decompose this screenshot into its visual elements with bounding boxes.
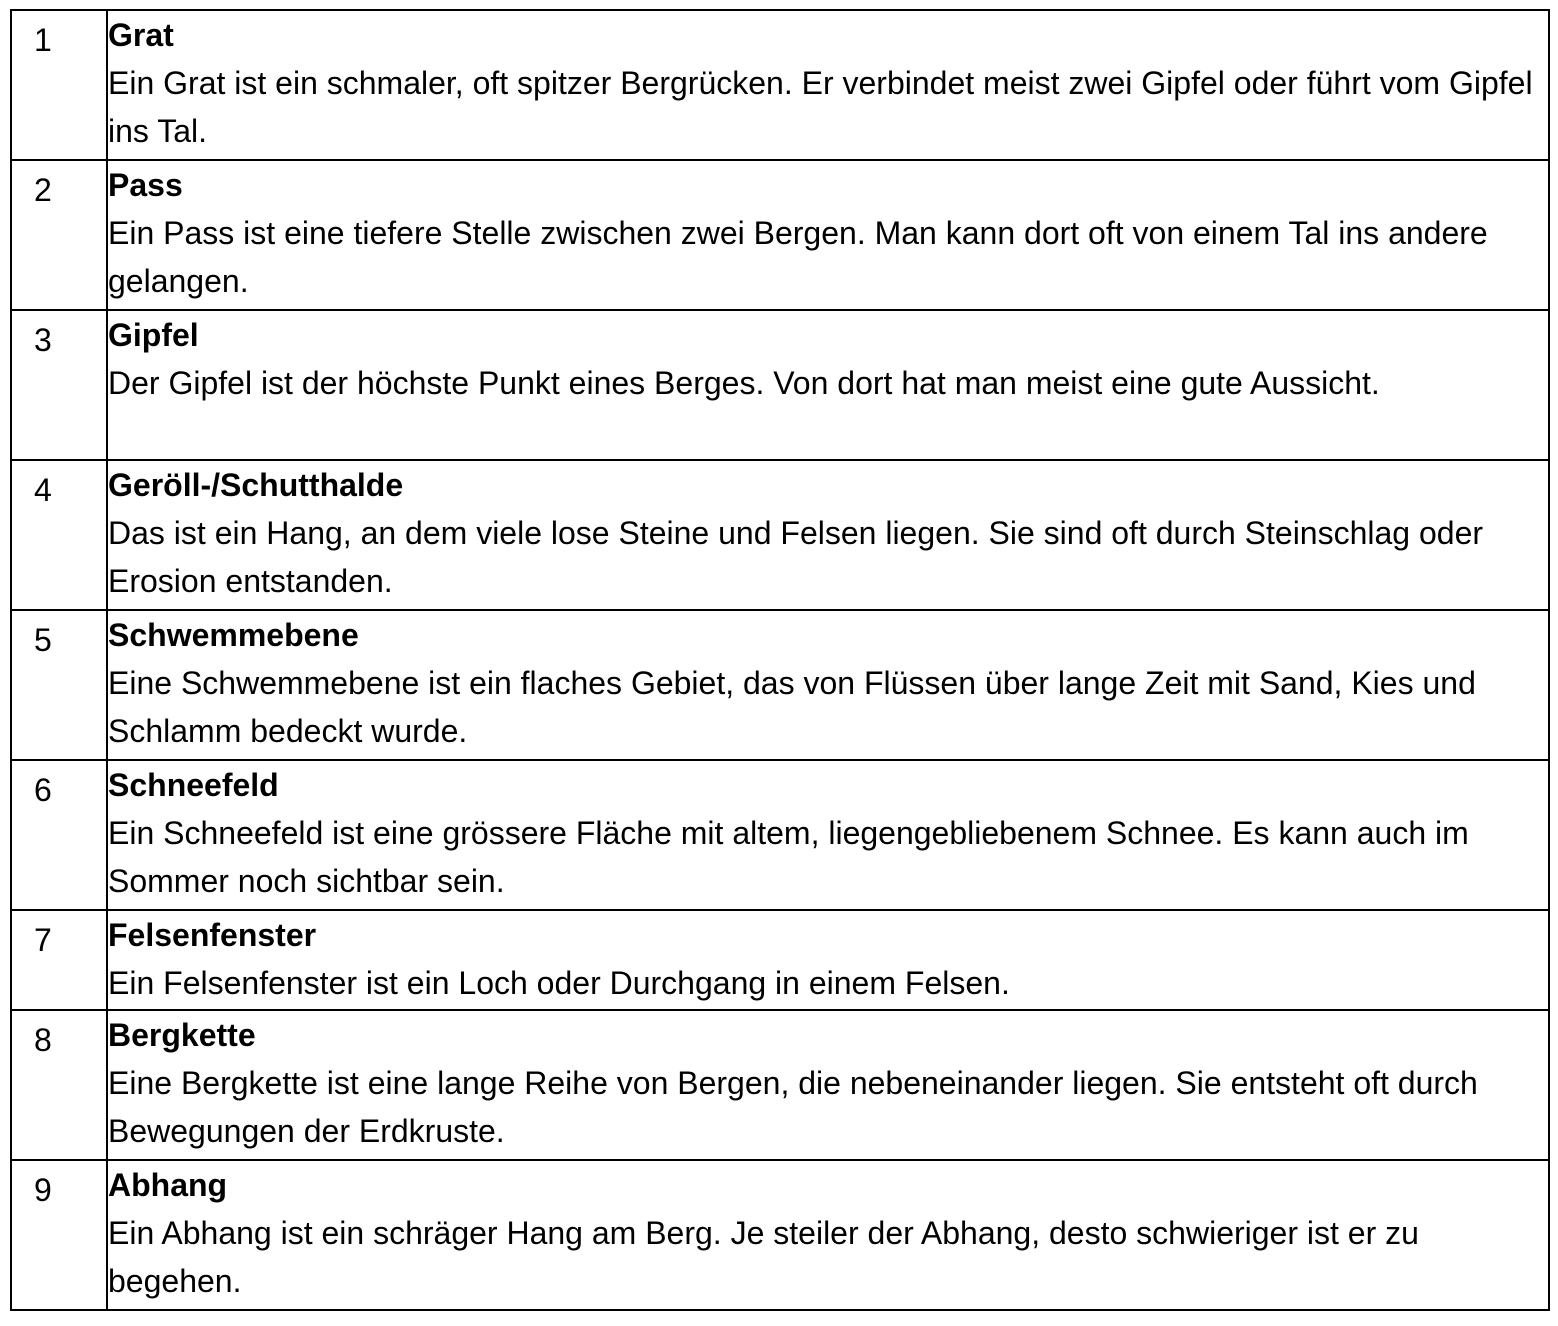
entry-body-cell <box>107 10 1549 160</box>
entry-number-cell <box>11 160 107 310</box>
entry-body-cell <box>107 1160 1549 1310</box>
table-row <box>11 760 1549 910</box>
entry-definition: Eine Bergkette ist eine lange Reihe von Bergen, die nebeneinander liegen. Sie entsteht oft durch Bewegungen der Erdkruste. <box>108 1065 1478 1149</box>
glossary-table <box>10 9 1550 1311</box>
entry-number-cell <box>11 10 107 160</box>
entry-number-cell <box>11 760 107 910</box>
entry-body-cell <box>107 310 1549 460</box>
table-row <box>11 460 1549 610</box>
entry-number: 9 <box>34 1172 52 1208</box>
entry-number: 7 <box>34 922 52 958</box>
entry-definition: Eine Schwemmebene ist ein flaches Gebiet, das von Flüssen über lange Zeit mit Sand, Kies und Schlamm bedeckt wurde. <box>108 665 1476 749</box>
entry-definition: Ein Felsenfenster ist ein Loch oder Durchgang in einem Felsen. <box>108 965 1010 1001</box>
table-row <box>11 610 1549 760</box>
entry-body-cell <box>107 1010 1549 1160</box>
entry-number-cell <box>11 1010 107 1160</box>
entry-term: Felsenfenster <box>108 917 317 953</box>
entry-number: 4 <box>34 472 52 508</box>
entry-definition: Ein Abhang ist ein schräger Hang am Berg. Je steiler der Abhang, desto schwieriger ist er zu begehen. <box>108 1215 1419 1299</box>
entry-number: 2 <box>34 172 52 208</box>
entry-number-cell <box>11 1160 107 1310</box>
entry-term: Pass <box>108 167 183 203</box>
table-row <box>11 10 1549 160</box>
entry-number: 8 <box>34 1022 52 1058</box>
entry-definition: Ein Schneefeld ist eine grössere Fläche mit altem, liegengebliebenem Schnee. Es kann auch im Sommer noch sichtbar sein. <box>108 815 1469 899</box>
entry-definition: Der Gipfel ist der höchste Punkt eines Berges. Von dort hat man meist eine gute Aussicht. <box>108 365 1380 401</box>
entry-body-cell <box>107 160 1549 310</box>
entry-term: Geröll-/Schutthalde <box>108 467 404 503</box>
table-row <box>11 1010 1549 1160</box>
entry-number: 1 <box>34 22 52 58</box>
table-row <box>11 910 1549 1010</box>
entry-number-cell <box>11 460 107 610</box>
table-row <box>11 310 1549 460</box>
entry-body-cell <box>107 910 1549 1010</box>
entry-number: 3 <box>34 322 52 358</box>
entry-term: Schwemmebene <box>108 617 359 653</box>
entry-number-cell <box>11 310 107 460</box>
entry-term: Gipfel <box>108 317 199 353</box>
entry-number-cell <box>11 610 107 760</box>
entry-term: Grat <box>108 17 174 53</box>
entry-number-cell <box>11 910 107 1010</box>
entry-body-cell <box>107 610 1549 760</box>
table-row <box>11 160 1549 310</box>
entry-number: 6 <box>34 772 52 808</box>
entry-definition: Ein Grat ist ein schmaler, oft spitzer Bergrücken. Er verbindet meist zwei Gipfel oder führt vom Gipfel ins Tal. <box>108 65 1533 149</box>
table-row <box>11 1160 1549 1310</box>
entry-definition: Das ist ein Hang, an dem viele lose Steine und Felsen liegen. Sie sind oft durch Steinschlag oder Erosion entstanden. <box>108 515 1484 599</box>
entry-term: Bergkette <box>108 1017 256 1053</box>
entry-body-cell <box>107 760 1549 910</box>
entry-definition: Ein Pass ist eine tiefere Stelle zwischen zwei Bergen. Man kann dort oft von einem Tal ins andere gelangen. <box>108 215 1488 299</box>
entry-term: Abhang <box>108 1167 228 1203</box>
entry-body-cell <box>107 460 1549 610</box>
entry-number: 5 <box>34 622 52 658</box>
entry-term: Schneefeld <box>108 767 279 803</box>
